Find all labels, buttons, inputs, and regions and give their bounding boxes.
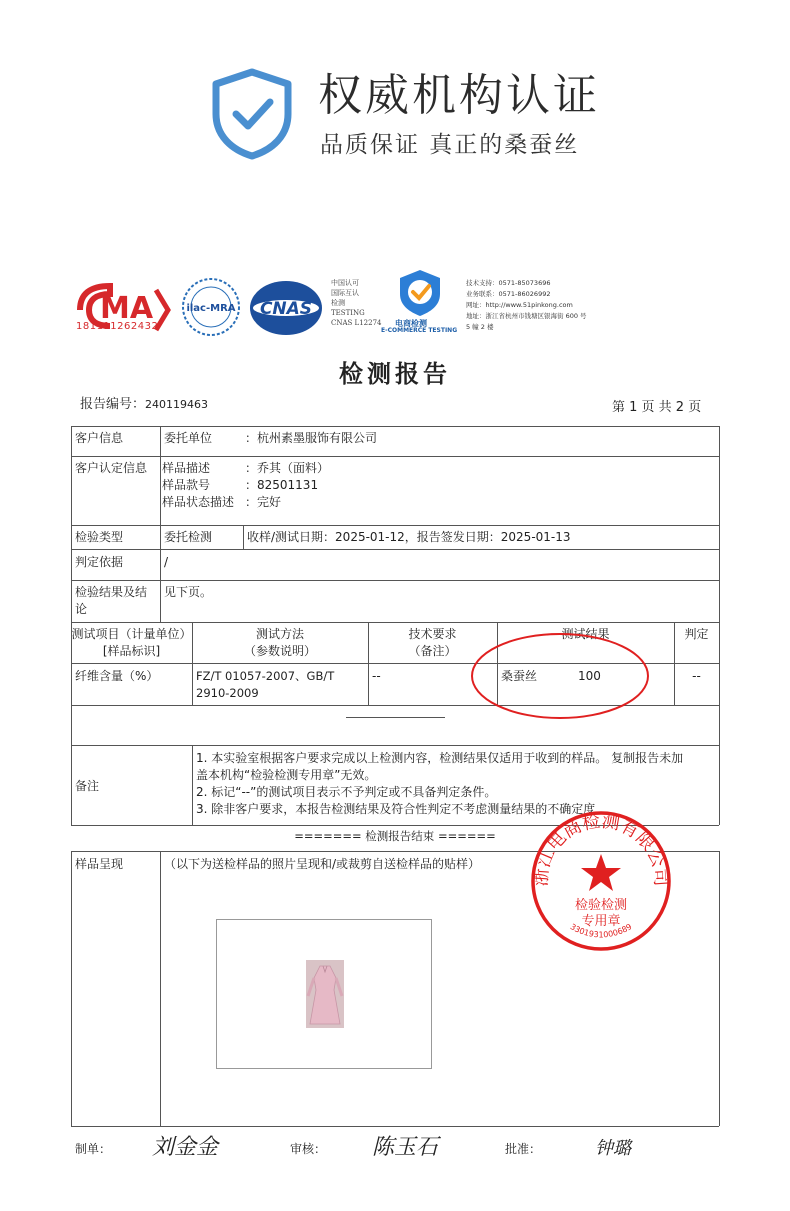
- client-unit-value: ：杭州素墨服饰有限公司: [245, 431, 378, 445]
- ecommerce-testing-en: E-COMMERCE TESTING: [381, 327, 458, 334]
- customer-confirmed-label: 客户认定信息: [75, 461, 148, 475]
- prepared-by-label: 制单：: [75, 1142, 112, 1156]
- head-requirement: 技术要求 （备注）: [408, 627, 457, 658]
- sample-note: （以下为送检样品的照片呈现和/或裁剪自送检样品的贴样）: [164, 857, 481, 871]
- sample-label: 样品呈现: [75, 857, 124, 871]
- reviewed-by-signature: 陈玉石: [372, 1135, 439, 1160]
- client-info-label: 客户信息: [75, 431, 124, 445]
- stamp-ring-text: 浙江电商检测有限公司: [530, 810, 672, 888]
- head-result: 测试结果: [561, 627, 610, 641]
- head-method: 测试方法 （参数说明）: [243, 627, 316, 658]
- remark-2: 2. 标记“--”的测试项目表示不予判定或不具备判定条件。: [196, 785, 497, 799]
- remarks-label: 备注: [75, 779, 100, 793]
- result-conclusion-label: 检验结果及结 论: [75, 585, 148, 616]
- row-judgement: --: [692, 669, 701, 683]
- result-highlight-ellipse: [468, 630, 652, 722]
- sample-state-label: 样品状态描述: [162, 495, 235, 509]
- sample-state-value: ：完好: [245, 495, 282, 509]
- report-title: 检测报告: [339, 359, 451, 388]
- cnas-accreditation-text: 中国认可 国际互认 检测 TESTING CNAS L12274: [331, 279, 382, 327]
- banner-title: 权威机构认证: [318, 70, 600, 121]
- sample-no-label: 样品款号: [162, 478, 211, 492]
- official-stamp: [528, 808, 674, 954]
- row-result-name: 桑蚕丝: [501, 669, 538, 683]
- inspection-type-value: 委托检测: [164, 530, 213, 544]
- ecommerce-testing-logo: [392, 266, 448, 318]
- svg-text:检验检测: 检验检测: [574, 898, 628, 913]
- contact-info: 技术支持：0571-85073696 业务联系：0571-86026992 网址：http://www.51pinkong.com 地址：浙江省杭州市钱塘区银海街 600 号 5 幢 2 楼: [466, 279, 587, 331]
- page-info: 第 1 页 共 2 页: [612, 400, 702, 415]
- head-judgement: 判定: [684, 627, 709, 641]
- cma-number: 181111262432: [76, 321, 159, 332]
- client-unit-label: 委托单位: [164, 431, 213, 445]
- prepared-by-signature: 刘金金: [152, 1135, 219, 1160]
- banner-subtitle: 品质保证 真正的桑蚕丝: [320, 132, 580, 158]
- reviewed-by-label: 审核：: [290, 1142, 327, 1156]
- sample-no-value: ：82501131: [245, 478, 319, 492]
- sample-desc-label: 样品描述: [162, 461, 211, 475]
- basis-label: 判定依据: [75, 555, 124, 569]
- result-conclusion-value: 见下页。: [164, 585, 213, 599]
- approved-by-signature: 钟璐: [595, 1138, 631, 1159]
- stamp-number: 3301931000689: [568, 922, 634, 940]
- svg-text:ilac-MRA: ilac-MRA: [186, 303, 236, 314]
- row-item: 纤维含量（%）: [75, 669, 159, 683]
- row-method: FZ/T 01057-2007、GB/T 2910-2009: [196, 669, 335, 700]
- row-result-value: 100: [578, 669, 601, 683]
- ilac-mra-logo: [180, 276, 242, 338]
- cnas-logo: [248, 278, 324, 338]
- remark-3: 3. 除非客户要求，本报告检测结果及符合性判定不考虑测量结果的不确定度: [196, 802, 596, 816]
- sample-desc-value: ：乔其（面料）: [245, 461, 330, 475]
- ecommerce-testing-cn: 电商检测: [395, 319, 427, 328]
- shield-check-icon: [210, 68, 294, 160]
- head-item: 测试项目（计量单位） [样品标识]: [71, 627, 192, 658]
- svg-text:专用章: 专用章: [581, 914, 621, 929]
- row-requirement: --: [372, 669, 381, 683]
- sample-photo-frame: [216, 919, 432, 1069]
- report-end-line: ======= 检测报告结束 ======: [294, 829, 496, 843]
- report-number: 报告编号：240119463: [80, 397, 209, 412]
- remark-1: 1. 本实验室根据客户要求完成以上检测内容，检测结果仅适用于收到的样品。 复制报告未加 盖本机构“检验检测专用章”无效。: [196, 751, 684, 782]
- approved-by-label: 批准：: [505, 1142, 542, 1156]
- basis-value: /: [164, 555, 169, 569]
- svg-text:CNAS: CNAS: [259, 299, 313, 319]
- sample-dress-photo: [306, 960, 344, 1028]
- test-dates: 收样/测试日期：2025-01-12，报告签发日期：2025-01-13: [247, 530, 571, 544]
- inspection-type-label: 检验类型: [75, 530, 124, 544]
- cma-text: MA: [100, 291, 154, 326]
